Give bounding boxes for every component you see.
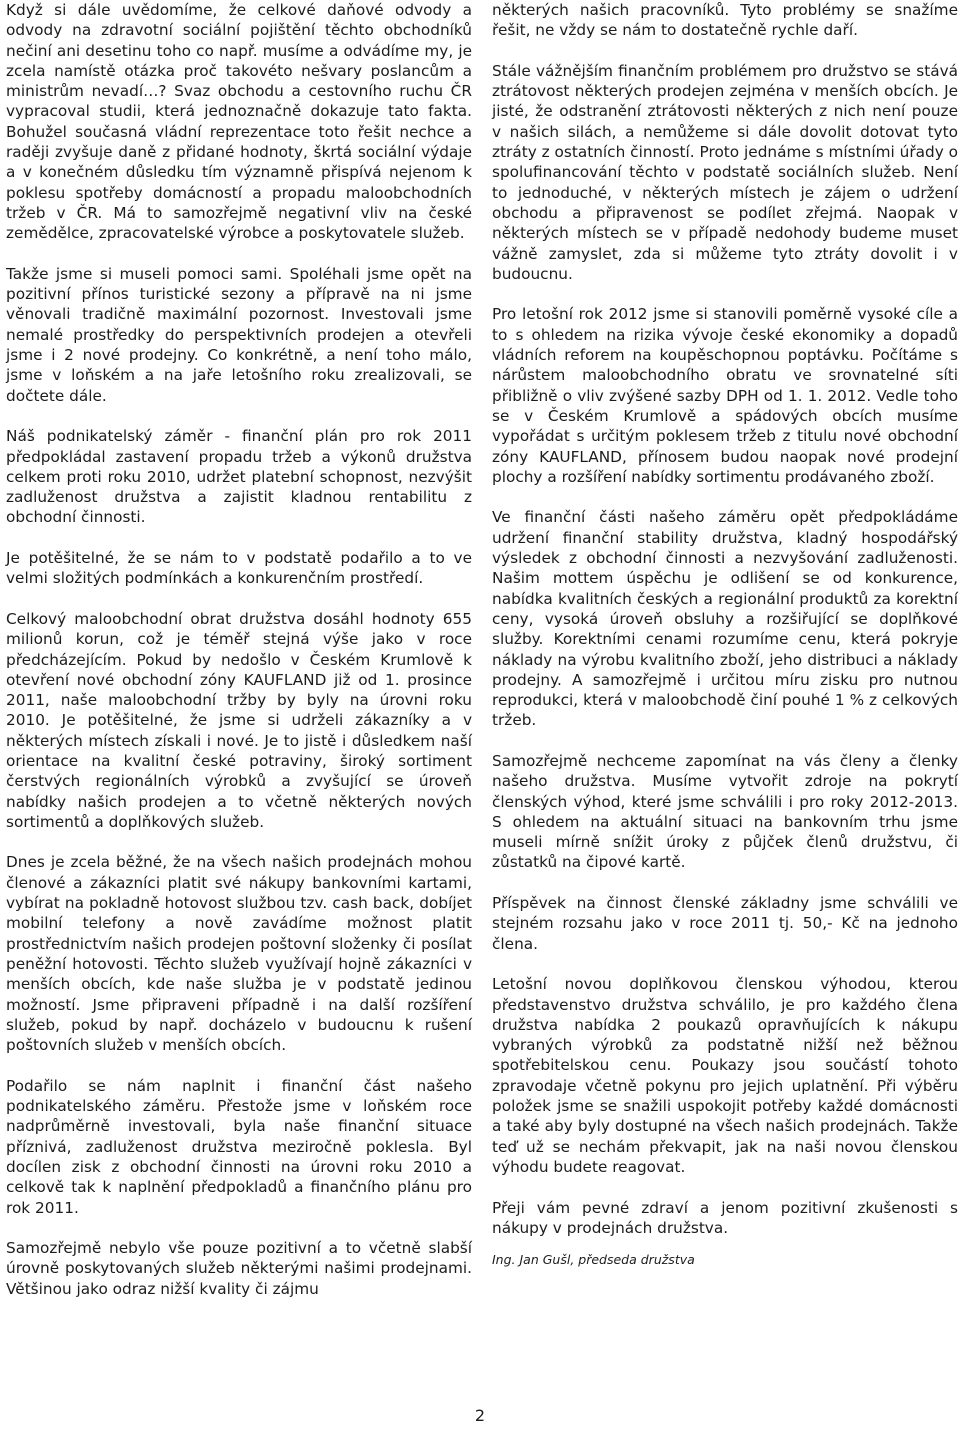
paragraph: Přeji vám pevné zdraví a jenom pozitivní zkušenosti s nákupy v prodejnách družstva. — [492, 1198, 958, 1237]
signature: Ing. Jan Gušl, předseda družstva — [492, 1252, 695, 1268]
paragraph: Když si dále uvědomíme, že celkové daňové odvody a odvody na zdravotní sociální pojištění těchto obchodníků nečiní ani desetinu toho co např. musíme a odvádíme my, je zcela namístě otázka proč takovéto nešvary poslancům a ministrům nevadí…? Svaz obchodu a cestovního ruchu ČR vypracoval studii, která jednoznačně dokazuje tato fakta. Bohužel současná vládní reprezentace toto řešit nechce a raději zvyšuje daně z přidané hodnoty, škrtá sociální výdaje a v konečném důsledku tím významně přispívá nejenom k poklesu spotřeby domácností a propadu maloobchodních tržeb v ČR. Má to samozřejmě negativní vliv na české zemědělce, zpracovatelské výrobce a poskytovatele služeb. — [6, 1, 472, 243]
paragraph: Je potěšitelné, že se nám to v podstatě podařilo a to ve velmi složitých podmínkách a konkurenčním prostředí. — [6, 549, 472, 588]
paragraph: Letošní novou doplňkovou členskou výhodou, kterou představenstvo družstva schválilo, je pro každého člena družstva nabídka 2 poukazů opravňujících k nákupu vybraných výrobků za podstatně nižší než běžnou spotřebitelskou cenu. Poukazy jsou součástí tohoto zpravodaje včetně pokynu pro jejich uplatnění. Při výběru položek jsme se snažili uspokojit potřeby každé domácnosti a také aby byly dostupné na všech našich prodejnách. Takže teď už se nechám překvapit, jak na naši novou členskou výhodu budete reagovat. — [492, 975, 958, 1176]
page-number: 2 — [474, 1406, 486, 1425]
paragraph: Celkový maloobchodní obrat družstva dosáhl hodnoty 655 milionů korun, což je téměř stejná výše jako v roce předcházejícím. Pokud by nedošlo v Českém Krumlově k otevření nové obchodní zóny KAUFLAND již od 1. prosince 2011, naše maloobchodní tržby by byly na úrovni roku 2010. Je potěšitelné, že jsme si udrželi zákazníky a v některých místech získali i nové. Je to jistě i důsledkem naší orientace na kvalitní české potraviny, široký sortiment čerstvých regionálních výrobků a zvyšující se úroveň nabídky našich prodejen a to včetně některých nových sortimentů a doplňkových služeb. — [6, 609, 472, 831]
paragraph: Takže jsme si museli pomoci sami. Spoléhali jsme opět na pozitivní přínos turistické sezony a přípravě na ni jsme věnovali tradičně maximální pozornost. Investovali jsme nemalé prostředky do perspektivních prodejen a otevřeli jsme i 2 nové prodejny. Co konkrétně, a není toho málo, jsme v loňském a na jaře letošního roku zrealizovali, se dočtete dále. — [6, 264, 472, 405]
right-column — [492, 0, 958, 1268]
left-column — [6, 0, 472, 1319]
paragraph: Ve finanční části našeho záměru opět předpokládáme udržení finanční stability družstva, kladný hospodářský výsledek z obchodní činnosti a nezvyšování zadluženosti. Našim mottem úspěchu je odlišení se od konkurence, nabídka kvalitních českých a regionální produktů za korektní ceny, vysoká úroveň obsluhy a rozšiřující se doplňkové služby. Korektními cenami rozumíme cenu, která pokryje náklady na výrobu kvalitního zboží, jeho distribuci a náklady prodejny. A samozřejmě i určitou míru zisku pro nutnou reprodukci, která v maloobchodě činí pouhé 1 % z celkových tržeb. — [492, 508, 958, 730]
paragraph: Příspěvek na činnost členské základny jsme schválili ve stejném rozsahu jako v roce 2011 tj. 50,- Kč na jednoho člena. — [492, 894, 958, 953]
paragraph: Samozřejmě nechceme zapomínat na vás členy a členky našeho družstva. Musíme vytvořit zdroje na pokrytí členských výhod, které jsme schválili i pro roky 2012-2013. S ohledem na aktuální situaci na bankovním trhu jsme museli mírně snížit úroky z půjček členů družstvu, či zůstatků na čipové kartě. — [492, 751, 958, 872]
paragraph: Samozřejmě nebylo vše pouze pozitivní a to včetně slabší úrovně poskytovaných služeb některými našimi prodejnami. Většinou jako odraz nižší kvality či zájmu — [6, 1239, 472, 1298]
paragraph: Podařilo se nám naplnit i finanční část našeho podnikatelského záměru. Přestože jsme v loňském roce nadprůměrně investovali, byla naše finanční situace příznivá, zadluženost družstva meziročně poklesla. Byl docílen zisk z obchodní činnosti na úrovni roku 2010 a celkově tak k naplnění předpokladů a finančního plánu pro rok 2011. — [6, 1076, 472, 1217]
paragraph: některých našich pracovníků. Tyto problémy se snažíme řešit, ne vždy se nám to dostatečně rychle daří. — [492, 1, 958, 40]
paragraph: Dnes je zcela běžné, že na všech našich prodejnách mohou členové a zákazníci platit své nákupy bankovními kartami, vybírat na pokladně hotovost službou tzv. cash back, dobíjet mobilní telefony a nově zavádíme možnost platit prostřednictvím našich prodejen poštovní složenky či posílat peněžní hotovosti. Těchto služeb využívají hojně zákazníci v menších obcích, kde naše služba je v podstatě jedinou možností. Jsme připraveni případně i na další rozšíření služeb, pokud by např. docházelo v budoucnu k rušení poštovních služeb v menších obcích. — [6, 853, 472, 1055]
paragraph: Pro letošní rok 2012 jsme si stanovili poměrně vysoké cíle a to s ohledem na rizika vývoje české ekonomiky a dopadů vládních reforem na koupěschopnou poptávku. Počítáme s nárůstem maloobchodního obratu ve srovnatelné síti přibližně o vliv zvýšené sazby DPH od 1. 1. 2012. Vedle toho se v Českém Krumlově a spádových obcích musíme vypořádat s určitým poklesem tržeb z titulu nové obchodní zóny KAUFLAND, přínosem budou naopak nové prodejní plochy a rozšíření nabídky sortimentu prodávaného zboží. — [492, 305, 958, 486]
paragraph: Stále vážnějším finančním problémem pro družstvo se stává ztrátovost některých prodejen zejména v menších obcích. Je jisté, že odstranění ztrátovosti některých z nich není pouze v našich silách, a nemůžeme si dále dovolit dotovat tyto ztráty z ostatních činností. Proto jednáme s místními úřady o spolufinancování těchto v podstatě sociálních služeb. Není to jednoduché, v některých místech je zájem o udržení obchodu a připravenost se podílet zřejmá. Naopak v některých místech se v případě nedohody budeme muset vážně zamyslet, zda si můžeme tyto ztráty dovolit i v budoucnu. — [492, 61, 958, 283]
paragraph: Náš podnikatelský záměr - finanční plán pro rok 2011 předpokládal zastavení propadu tržeb a výkonů družstva celkem proti roku 2010, udržet platební schopnost, nezvýšit zadluženost družstva a zajistit kladnou rentabilitu z obchodní činnosti. — [6, 427, 472, 527]
